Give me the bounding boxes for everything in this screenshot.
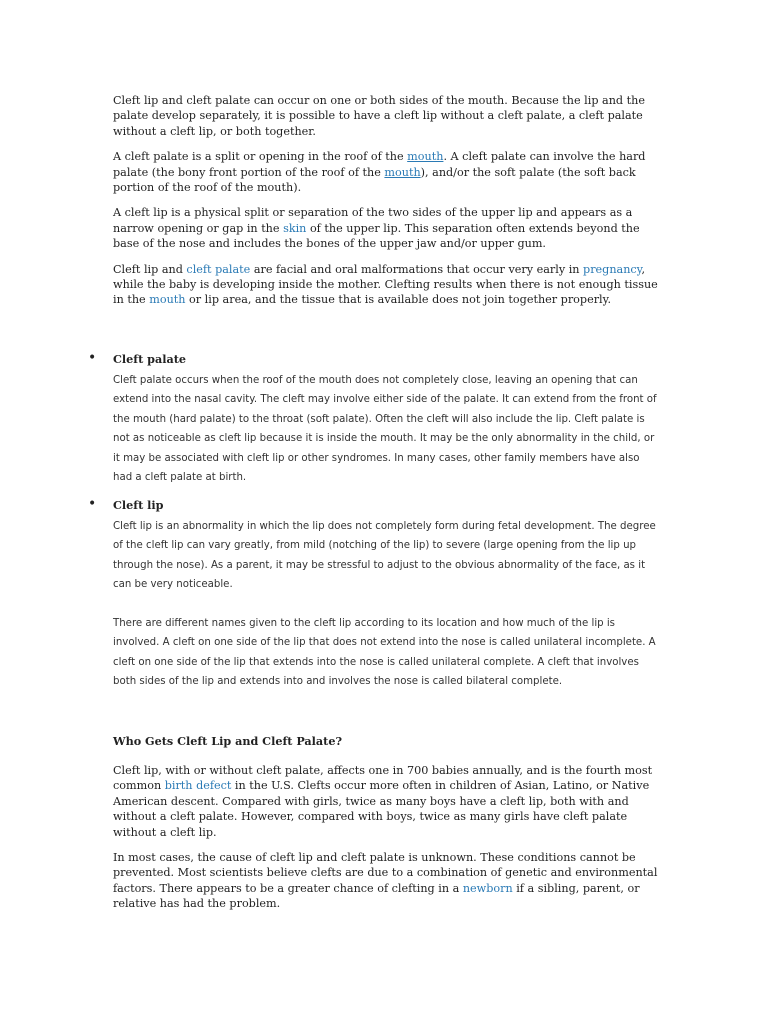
birth-defect-link[interactable]: birth defect bbox=[164, 779, 232, 793]
intro-paragraph-1: Cleft lip and cleft palate can occur on one or both sides of the mouth. Because the lip and the palate develop separately, it is possible to have a cleft lip without a cleft palate, a cleft palate without a cleft lip, or both together. bbox=[113, 94, 645, 138]
text-span: are facial and oral malformations that occur very early in bbox=[250, 262, 584, 276]
text-span: of the upper lip. This separation often extends beyond the base of the nose and includes the bones of the upper jaw and/or upper gum. bbox=[113, 221, 640, 251]
text-span: In most cases, the cause of cleft lip and cleft palate is unknown. These conditions cannot be prevented. Most scientists believe clefts are due to a combination of genetic and environmental factors. There appears to be a greater chance of clefting in a bbox=[113, 850, 658, 895]
text-span: . A cleft palate can involve the hard palate (the bony front portion of the roof of the bbox=[113, 150, 646, 179]
newborn-link[interactable]: newborn bbox=[462, 881, 513, 895]
bullet-icon: • bbox=[88, 495, 97, 512]
list-item-title: Cleft lip bbox=[113, 497, 164, 512]
mouth-link-2[interactable]: mouth bbox=[384, 165, 421, 179]
list-item-cleft-palate bbox=[88, 349, 658, 488]
section-heading: Who Gets Cleft Lip and Cleft Palate? bbox=[113, 733, 343, 748]
text-span: in the U.S. Clefts occur more often in children of Asian, Latino, or Native American descent. Compared with girls, twice as many boys have a cleft lip, both with and without a cleft palate. However, compared with boys, twice as many girls have cleft palate without a cleft lip. bbox=[113, 779, 650, 839]
skin-link[interactable]: skin bbox=[283, 221, 307, 235]
mouth-link-3[interactable]: mouth bbox=[149, 293, 186, 307]
list-item-body: Cleft lip is an abnormality in which the lip does not completely form during fetal development. The degree of the cleft lip can vary greatly, from mild (notching of the lip) to severe (large opening from the lip up through the nose). As a parent, it may be stressful to adjust to the obvious abnormality of the face, as it can be very noticeable. bbox=[113, 520, 656, 591]
text-span: Cleft lip and bbox=[113, 262, 187, 276]
intro-paragraph-4 bbox=[113, 262, 658, 308]
document-content bbox=[88, 93, 658, 912]
text-span: A cleft lip is a physical split or separation of the two sides of the upper lip and appears as a narrow opening or gap in the bbox=[113, 206, 633, 235]
text-span: or lip area, and the tissue that is available does not join together properly. bbox=[185, 293, 612, 307]
list-item-body: Cleft palate occurs when the roof of the mouth does not completely close, leaving an opening that can extend into the nasal cavity. The cleft may involve either side of the palate. It can extend from the front of the mouth (hard palate) to the throat (soft palate). Often the cleft will also include the lip. Cleft palate is not as noticeable as cleft lip because it is inside the mouth. It may be the only abnormality in the child, or it may be associated with cleft lip or other syndromes. In many cases, other family members have also had a cleft palate at birth. bbox=[113, 374, 657, 484]
mouth-link[interactable]: mouth bbox=[407, 150, 444, 164]
cleft-palate-link[interactable]: cleft palate bbox=[186, 262, 251, 276]
text-span: ), and/or the soft palate (the soft back portion of the roof of the mouth). bbox=[113, 165, 636, 195]
bullet-icon: • bbox=[88, 349, 97, 366]
section-paragraph-1 bbox=[113, 763, 658, 840]
intro-paragraph-3 bbox=[113, 205, 658, 251]
cleft-lip-names-paragraph: There are different names given to the cleft lip according to its location and how much of the lip is involved. A cleft on one side of the lip that does not extend into the nose is called unilateral incomplete. A cleft on one side of the lip that extends into the nose is called unilateral complete. A cleft that involves both sides of the lip and extends into and involves the nose is called bilateral complete. bbox=[113, 617, 656, 688]
text-span: Cleft lip, with or without cleft palate, affects one in 700 babies annually, and is the fourth most common bbox=[113, 763, 653, 793]
pregnancy-link[interactable]: pregnancy bbox=[583, 262, 642, 276]
bullet-list bbox=[88, 349, 658, 692]
text-span: if a sibling, parent, or relative has had the problem. bbox=[113, 881, 640, 911]
intro-paragraph-2 bbox=[113, 149, 658, 195]
list-item-cleft-lip bbox=[88, 495, 658, 692]
text-span: A cleft palate is a split or opening in the roof of the bbox=[113, 150, 408, 164]
list-item-title: Cleft palate bbox=[113, 351, 187, 366]
section-paragraph-2 bbox=[113, 850, 658, 912]
text-span: , while the baby is developing inside the mother. Clefting results when there is not enough tissue in the bbox=[113, 262, 658, 307]
